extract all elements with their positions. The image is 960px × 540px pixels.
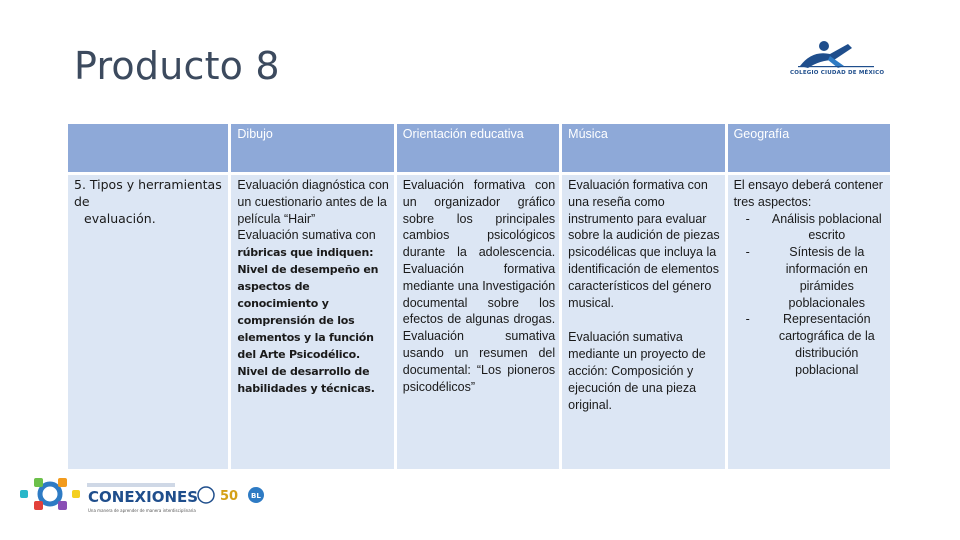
footer-logos (10, 470, 272, 520)
list-item: - Representación cartográfica de la distribución poblacional (745, 312, 875, 377)
school-logo-icon (786, 36, 886, 94)
dibujo-text-1: Evaluación diagnóstica con un cuestionario antes de la película “Hair” (237, 178, 389, 226)
row-label-line-1: 5. Tipos y herramientas de (74, 177, 222, 209)
dibujo-text-2: Evaluación sumativa con (237, 228, 376, 243)
dibujo-bold-3: Nivel de desarrollo de habilidades y técnicas. (237, 365, 375, 396)
header-dibujo: Dibujo (231, 124, 393, 172)
footer-brand: CONEXIONES (88, 488, 199, 506)
school-logo (786, 36, 886, 94)
dibujo-bold-2: Nivel de desempeño en aspectos de conocimiento y comprensión de los elementos y la función del Arte Psicodélico. (237, 263, 379, 362)
bullet-dash: - (745, 312, 750, 327)
anniversary-badge: 50 (220, 489, 239, 504)
school-logo-text: COLEGIO CIUDAD DE MÉXICO (790, 70, 885, 76)
footer-tagline: Una manera de aprender de manera interdisciplinaria (88, 508, 196, 513)
bullet-dash: - (745, 245, 750, 260)
cell-dibujo (231, 175, 393, 469)
cell-orientacion: Evaluación formativa con un organizador gráfico sobre los principales cambios psicológicos durante la adolescencia. Evaluación formativa mediante una Investigación documental sobre los efectos de algunas drogas. Evaluación sumativa usando un resumen del documental: “Los pioneros psicodélicos” (397, 175, 559, 469)
header-musica: Música (562, 124, 724, 172)
geografia-intro: El ensayo deberá contener tres aspectos: (733, 178, 883, 209)
header-geografia: Geografía (728, 124, 890, 172)
header-row (68, 124, 890, 172)
dibujo-bold-1: rúbricas que indiquen: (237, 246, 374, 260)
row-label-line-2: evaluación. (84, 210, 156, 226)
row-label (68, 175, 228, 469)
slide-title: Producto 8 (74, 44, 280, 88)
evaluation-table (65, 121, 893, 472)
musica-paragraph-1: Evaluación formativa con una reseña como instrumento para evaluar sobre la audición de piezas psicodélicas que incluya la identificación de elementos característicos del género musical. (568, 178, 720, 310)
header-orientacion: Orientación educativa (397, 124, 559, 172)
cell-musica (562, 175, 724, 469)
musica-paragraph-2: Evaluación sumativa mediante un proyecto de acción: Composición y ejecución de una pieza original. (568, 330, 706, 412)
list-item: - Análisis poblacional escrito (745, 211, 882, 243)
conexiones-logo-icon (10, 470, 272, 520)
list-item: - Síntesis de la información en pirámides poblacionales (745, 245, 868, 310)
bullet-dash: - (745, 211, 750, 226)
table-row (68, 175, 890, 469)
bl-badge-text: BL (251, 492, 261, 500)
cell-geografia (728, 175, 890, 469)
geografia-list (734, 211, 886, 379)
shield-icon (198, 487, 214, 503)
header-empty (68, 124, 228, 172)
